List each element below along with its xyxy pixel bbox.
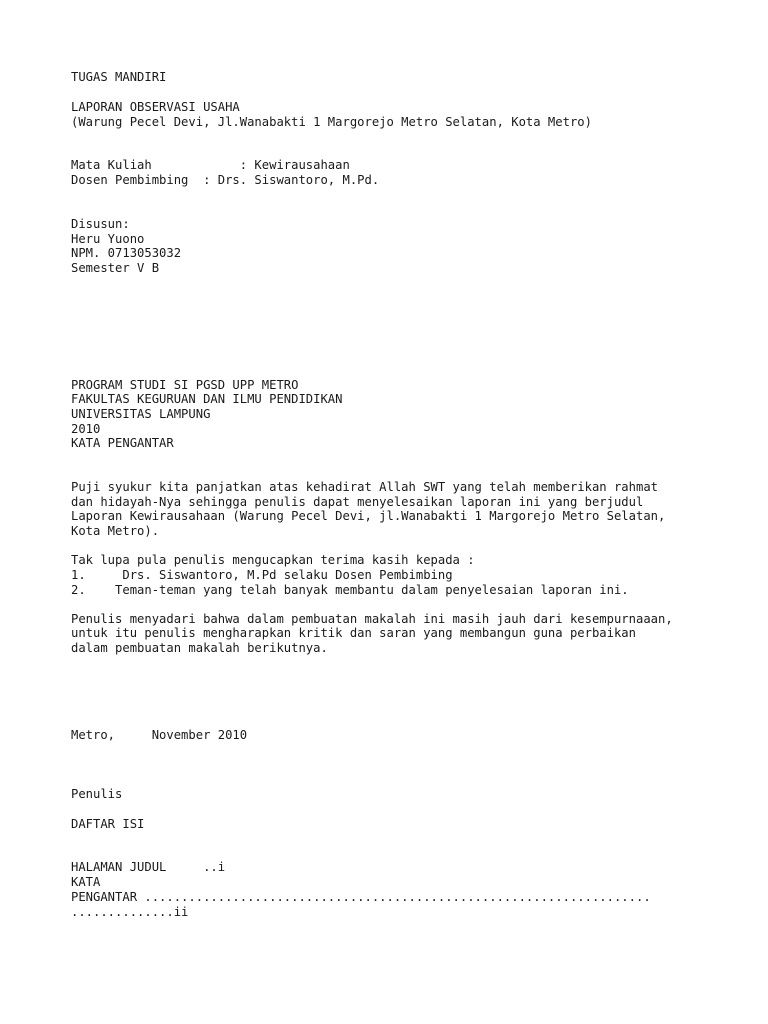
thanks-item: 1. Drs. Siswantoro, M.Pd selaku Dosen Pembimbing: [71, 568, 453, 582]
task-heading: TUGAS MANDIRI: [71, 70, 167, 84]
toc-line: KATA: [71, 875, 101, 889]
foreword-paragraph2-line: dalam pembuatan makalah berikutnya.: [71, 641, 328, 655]
toc-line: HALAMAN JUDUL ..i: [71, 860, 226, 874]
report-title: LAPORAN OBSERVASI USAHA: [71, 100, 240, 114]
foreword-title: KATA PENGANTAR: [71, 436, 174, 450]
foreword-paragraph1-line: dan hidayah-Nya sehingga penulis dapat menyelesaikan laporan ini yang berjudul: [71, 495, 644, 509]
foreword-paragraph1-line: Laporan Kewirausahaan (Warung Pecel Devi, jl.Wanabakti 1 Margorejo Metro Selatan,: [71, 509, 666, 523]
institution-university: UNIVERSITAS LAMPUNG: [71, 407, 211, 421]
course-subject-line: Mata Kuliah : Kewirausahaan: [71, 158, 350, 172]
author-npm: NPM. 0713053032: [71, 246, 182, 260]
signature-label: Penulis: [71, 787, 123, 801]
institution-faculty: FAKULTAS KEGURUAN DAN ILMU PENDIDIKAN: [71, 392, 343, 406]
foreword-paragraph2-line: untuk itu penulis mengharapkan kritik dan saran yang membangun guna perbaikan: [71, 626, 636, 640]
place-date: Metro, November 2010: [71, 728, 248, 742]
institution-program: PROGRAM STUDI SI PGSD UPP METRO: [71, 378, 299, 392]
toc-line: ..............ii: [71, 905, 189, 919]
institution-year: 2010: [71, 422, 101, 436]
foreword-paragraph1-line: Kota Metro).: [71, 524, 160, 538]
author-semester: Semester V B: [71, 261, 160, 275]
course-lecturer-line: Dosen Pembimbing : Drs. Siswantoro, M.Pd.: [71, 173, 380, 187]
report-subtitle: (Warung Pecel Devi, Jl.Wanabakti 1 Margorejo Metro Selatan, Kota Metro): [71, 115, 592, 129]
foreword-paragraph2-line: Penulis menyadari bahwa dalam pembuatan makalah ini masih jauh dari kesempurnaaan,: [71, 612, 673, 626]
author-name: Heru Yuono: [71, 232, 145, 246]
toc-title: DAFTAR ISI: [71, 817, 145, 831]
thanks-item: 2. Teman-teman yang telah banyak membantu dalam penyelesaian laporan ini.: [71, 583, 629, 597]
author-label: Disusun:: [71, 217, 130, 231]
thanks-intro: Tak lupa pula penulis mengucapkan terima kasih kepada :: [71, 553, 475, 567]
foreword-paragraph1-line: Puji syukur kita panjatkan atas kehadirat Allah SWT yang telah memberikan rahmat: [71, 480, 658, 494]
toc-line: PENGANTAR .....................................................................: [71, 890, 651, 904]
